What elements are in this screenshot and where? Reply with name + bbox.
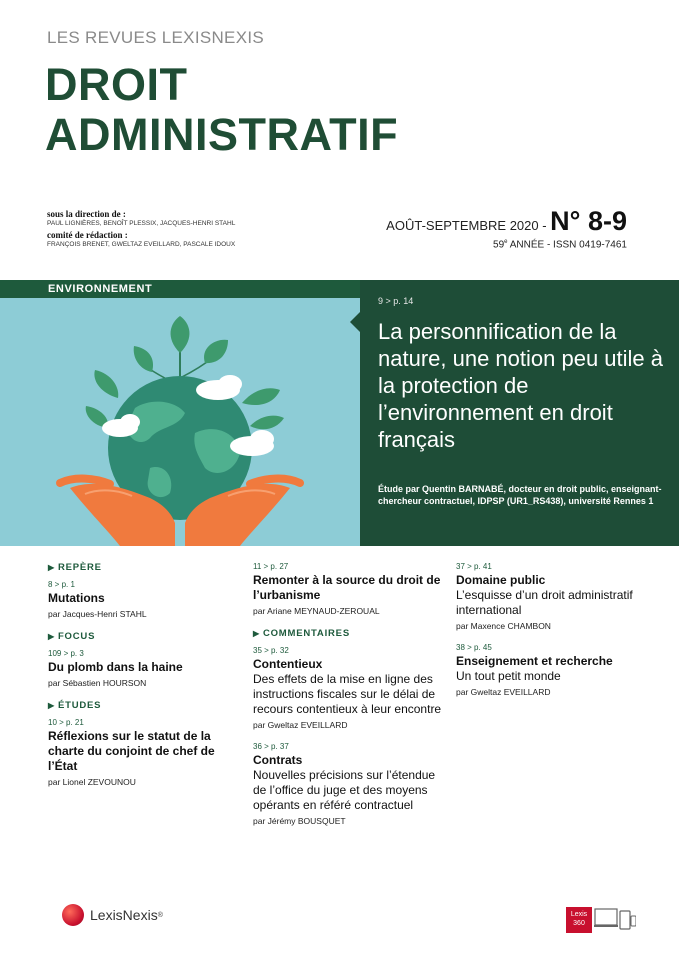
toc-item[interactable] — [48, 580, 238, 619]
registered-mark: ® — [157, 911, 163, 919]
toc-item-subtitle[interactable]: Des effets de la mise en ligne des instructions fiscales sur le délai de recours contentieux à leur encontre — [253, 672, 442, 716]
section-commentaires: ▶ COMMENTAIRES — [253, 628, 350, 639]
toc-item-subtitle[interactable]: Un tout petit monde — [456, 669, 561, 683]
lexisnexis-wordmark: LexisNexis — [90, 907, 158, 923]
feature-ref: 9 > p. 14 — [378, 296, 414, 306]
toc-item[interactable] — [456, 562, 646, 631]
toc-item-author: par Lionel ZEVOUNOU — [48, 777, 136, 787]
feature-title[interactable]: La personnification de la nature, une notion peu utile à la protection de l’environnement en droit français — [378, 319, 664, 452]
toc-item-ref: 38 > p. 45 — [456, 643, 492, 652]
toc-item[interactable] — [253, 742, 443, 826]
toc-item-author: par Ariane MEYNAUD-ZEROUAL — [253, 606, 380, 616]
toc-item-ref: 10 > p. 21 — [48, 718, 84, 727]
toc-item-ref: 35 > p. 32 — [253, 646, 289, 655]
toc-item-author: par Gweltaz EVEILLARD — [456, 687, 551, 697]
editorial-board — [47, 209, 247, 249]
section-etudes: ▶ ÉTUDES — [48, 700, 102, 711]
topic-label: ENVIRONNEMENT — [48, 283, 153, 295]
direction-label: sous la direction de : — [47, 209, 126, 219]
toc-item-ref: 8 > p. 1 — [48, 580, 75, 589]
journal-title-line2: ADMINISTRATIF — [45, 109, 399, 160]
triangle-icon: ▶ — [253, 629, 260, 638]
issue-info — [386, 206, 627, 250]
feature-notch — [350, 312, 360, 332]
section-focus: ▶ FOCUS — [48, 631, 96, 642]
toc-item-title[interactable]: Réflexions sur le statut de la charte du conjoint de chef de l’État — [48, 729, 215, 773]
toc-item-title[interactable]: Remonter à la source du droit de l’urbanisme — [253, 573, 441, 602]
series-label: LES REVUES LEXISNEXIS — [47, 28, 264, 47]
journal-title — [45, 60, 398, 160]
toc-item-title[interactable]: Mutations — [48, 591, 105, 605]
toc-column-1 — [48, 562, 238, 799]
committee-label: comité de rédaction : — [47, 230, 128, 240]
toc-item[interactable] — [48, 649, 238, 688]
toc-item[interactable] — [253, 562, 443, 616]
toc-item-author: par Gweltaz EVEILLARD — [253, 720, 348, 730]
topic-bar — [0, 280, 360, 298]
feature-author: Étude par Quentin BARNABÉ, docteur en droit public, enseignant-chercheur contractuel, IDPSP (UR1_RS438), université Rennes 1 — [378, 484, 662, 506]
toc-item[interactable] — [253, 646, 443, 730]
issue-date: AOÛT-SEPTEMBRE 2020 - — [386, 218, 551, 233]
toc-item-author: par Jacques-Henri STAHL — [48, 609, 147, 619]
triangle-icon: ▶ — [48, 563, 55, 572]
earth-hands-illustration — [0, 298, 360, 546]
direction-names: PAUL LIGNIÈRES, BENOÎT PLESSIX, JACQUES-HENRI STAHL — [47, 220, 236, 227]
toc-item-title[interactable]: Domaine public — [456, 573, 546, 587]
toc-item-title[interactable]: Enseignement et recherche — [456, 654, 613, 668]
committee-names: FRANÇOIS BRENET, GWELTAZ EVEILLARD, PASCALE IDOUX — [47, 241, 236, 248]
journal-title-line1: DROIT — [45, 59, 188, 110]
lexis360-badge: Lexis 360 — [566, 907, 592, 933]
toc-item-author: par Sébastien HOURSON — [48, 678, 147, 688]
issue-year: 59e ANNÉE - ISSN 0419-7461 — [493, 239, 627, 251]
lexisnexis-logo — [62, 904, 163, 926]
toc-item-author: par Maxence CHAMBON — [456, 621, 551, 631]
toc-item-ref: 36 > p. 37 — [253, 742, 289, 751]
issue-number: N° 8-9 — [550, 206, 627, 236]
lexisnexis-mark-icon — [62, 904, 84, 926]
toc-item-subtitle[interactable]: Nouvelles précisions sur l’étendue de l’office du juge et des moyens opérants en référé contractuel — [253, 768, 436, 812]
toc-item-ref: 11 > p. 27 — [253, 562, 289, 571]
cover-illustration — [0, 298, 360, 546]
toc-item[interactable] — [456, 643, 646, 697]
toc-item-title[interactable]: Contentieux — [253, 657, 323, 671]
feature-article[interactable] — [360, 280, 679, 546]
toc-item-title[interactable]: Du plomb dans la haine — [48, 660, 183, 674]
toc-column-3 — [456, 562, 646, 709]
toc-item-title[interactable]: Contrats — [253, 753, 303, 767]
toc-column-2 — [253, 562, 443, 838]
toc-item-subtitle[interactable]: L’esquisse d’un droit administratif international — [456, 588, 633, 617]
triangle-icon: ▶ — [48, 701, 55, 710]
toc-item-author: par Jérémy BOUSQUET — [253, 816, 346, 826]
toc-item[interactable] — [48, 718, 238, 787]
toc-item-ref: 37 > p. 41 — [456, 562, 492, 571]
section-repere: ▶ REPÈRE — [48, 562, 102, 573]
triangle-icon: ▶ — [48, 632, 55, 641]
toc-item-ref: 109 > p. 3 — [48, 649, 84, 658]
devices-icon — [594, 907, 636, 933]
